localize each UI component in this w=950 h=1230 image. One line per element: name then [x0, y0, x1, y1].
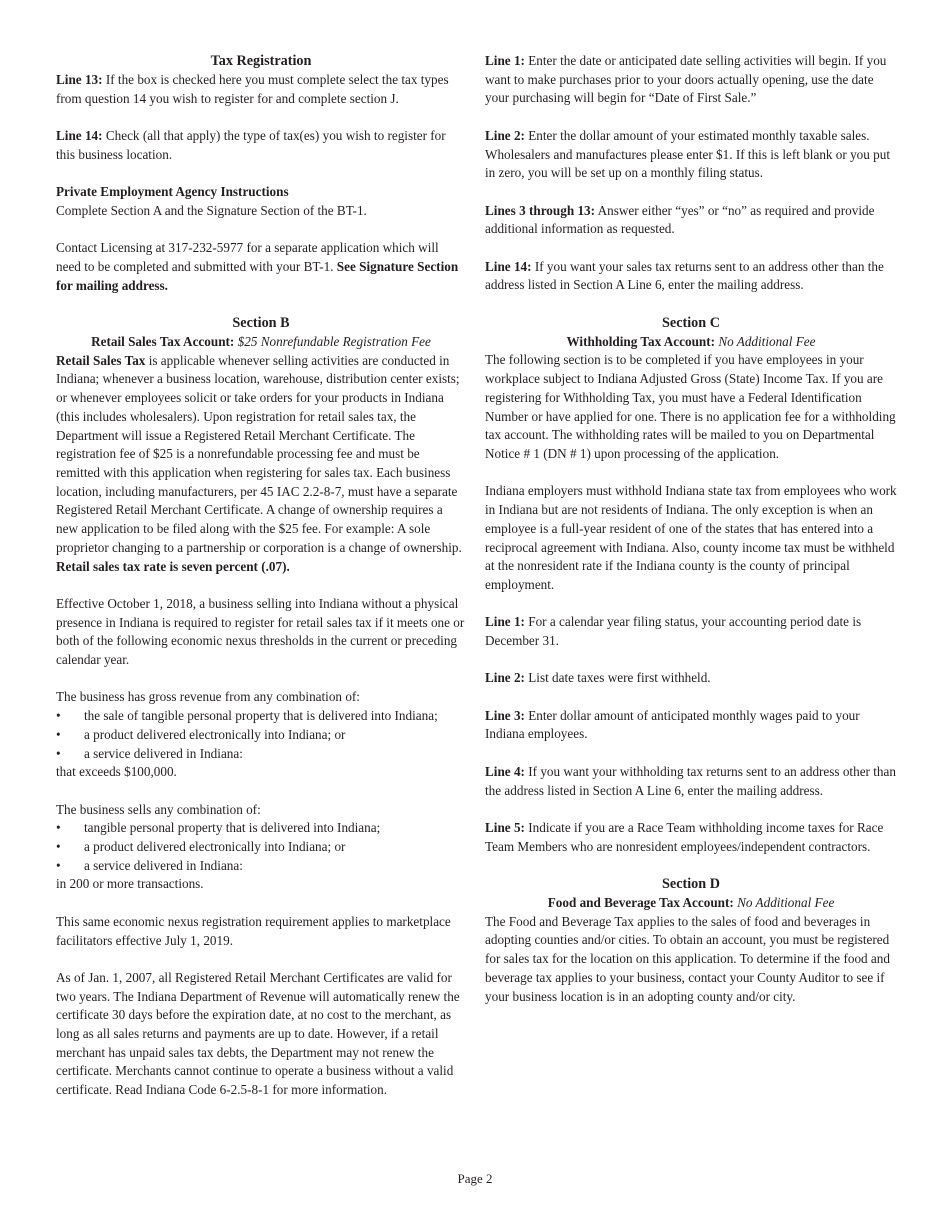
- revenue-list: [56, 707, 466, 763]
- line13-text: If the box is checked here you must complete select the tax types from question 14 you wish to register for and complete section J.: [56, 72, 449, 106]
- sells-outro: in 200 or more transactions.: [56, 876, 204, 892]
- right-column: [485, 52, 897, 1025]
- section-b-rate: Retail sales tax rate is seven percent (.07).: [56, 558, 290, 574]
- list-item: • tangible personal property that is delivered into Indiana;: [56, 819, 466, 838]
- agency-text: Complete Section A and the Signature Section of the BT-1.: [56, 202, 367, 218]
- list-item: • a product delivered electronically into Indiana; or: [56, 726, 466, 745]
- agency-contact: [56, 239, 466, 295]
- left-column: [56, 52, 466, 1119]
- page-number: Page 2: [457, 1171, 493, 1186]
- section-d-heading: Section D: [662, 876, 720, 893]
- section-d-text: The Food and Beverage Tax applies to the sales of food and beverages in adopting counties and/or cities. To obtain an account, you must be registered for sales tax for the location on this application. To determine if the food and beverage tax applies to your business, contact your County Auditor to see if your business location is in an adopting county and/or city.: [485, 913, 890, 1004]
- section-b-account-fee: $25 Nonrefundable Registration Fee: [234, 334, 431, 350]
- list-item: • a service delivered in Indiana:: [56, 857, 466, 876]
- agency-contact-bold: See Signature Section for mailing address.: [56, 258, 459, 293]
- section-b-account-label: Retail Sales Tax Account:: [91, 334, 235, 350]
- section-b-intro-bold: Retail Sales Tax: [56, 352, 146, 368]
- marketplace-paragraph: This same economic nexus registration requirement applies to marketplace facilitators effective July 1, 2019.: [56, 913, 451, 948]
- section-b-intro: [56, 352, 466, 576]
- section-c-intro: The following section is to be completed if you have employees in your workplace subject to Indiana Adjusted Gross (State) Income Tax. If you are registering for Withholding Tax, you must have a Federal Identification Number or have applied for one. There is no application fee for a withholding tax account. The withholding rates will be mailed to you on Departmental Notice # 1 (DN # 1) upon processing of the application.: [485, 352, 896, 461]
- sales-lines-3-13: Lines 3 through 13: Answer either “yes” or “no” as required and provide additional information as requested.: [485, 202, 875, 237]
- section-d-account-label: Food and Beverage Tax Account:: [547, 895, 734, 911]
- line14-text: Check (all that apply) the type of tax(es) you wish to register for this business location.: [56, 128, 446, 162]
- section-c-heading: Section C: [662, 314, 720, 331]
- line13-label: Line 13:: [56, 72, 103, 87]
- sales-line-2: Line 2: Enter the dollar amount of your estimated monthly taxable sales. Wholesalers and manufactures please enter $1. If this is left blank or you put in zero, you will be set up on a monthly filing status.: [485, 127, 891, 181]
- section-c-employers: Indiana employers must withhold Indiana state tax from employees who work in Indiana but are not residents of Indiana. The only exception is when an employee is a full-year resident of one of the states that has entered into a reciprocal agreement with Indiana. Also, county income tax must be withheld at the nonresident rate if the Indiana county is the county of principal employment.: [485, 483, 897, 592]
- line14-paragraph: [56, 127, 466, 164]
- certificate-paragraph: As of Jan. 1, 2007, all Registered Retail Merchant Certificates are valid for two years. The Indiana Department of Revenue will automatically renew the certificate 30 days before the expiration date, at no cost to the merchant, as long as all sales returns and payments are up to date. However, if a retail merchant has unpaid sales tax debts, the Department may not renew the certificate. Merchants cannot continue to operate a business without a valid certificate. Read Indiana Code 6-2.5-8-1 for more information.: [56, 969, 460, 1098]
- withholding-line-5: Line 5: Indicate if you are a Race Team withholding income taxes for Race Team Members who are nonresident employees/independent contractors.: [485, 819, 884, 854]
- section-d-account-fee: No Additional Fee: [733, 895, 835, 911]
- revenue-outro: that exceeds $100,000.: [56, 764, 177, 780]
- list-item: • the sale of tangible personal property that is delivered into Indiana;: [56, 707, 466, 726]
- line13-paragraph: [56, 71, 466, 108]
- list-item: • a service delivered in Indiana:: [56, 745, 466, 764]
- revenue-block: [56, 688, 466, 782]
- sales-line-14: Line 14: If you want your sales tax returns sent to an address other than the address listed in Section A Line 6, enter the mailing address.: [485, 258, 884, 293]
- sells-list: [56, 819, 466, 875]
- sells-intro: The business sells any combination of:: [56, 801, 261, 817]
- sales-line-1: Line 1: Enter the date or anticipated date selling activities will begin. If you want to make purchases prior to your doors actually opening, use the date your purchasing will begin for “Date of First Sale.”: [485, 53, 887, 106]
- section-b-intro-text: is applicable whenever selling activities are conducted in Indiana; whenever a business location, warehouse, distribution center exists; or whenever employees solicit or take orders for your products in Indiana (this includes wholesalers). Upon registration for retail sales tax, the Department will issue a Registered Retail Merchant Certificate. The registration fee of $25 is a nonrefundable processing fee and must be remitted with this application when registering for sales tax. Each business location, including manufacturers, per 45 IAC 2.2-8-7, must have a separate Registered Retail Merchant Certificate. A change of ownership requires a new application to be filed along with the $25 fee. For example: A sole proprietor changing to a partnership or corporation is a change of ownership.: [56, 352, 462, 555]
- section-c-account-label: Withholding Tax Account:: [566, 333, 716, 349]
- sells-block: [56, 801, 466, 895]
- withholding-line-3: Line 3: Enter dollar amount of anticipated monthly wages paid to your Indiana employees.: [485, 707, 860, 742]
- section-c-account: [485, 333, 897, 352]
- revenue-intro: The business has gross revenue from any combination of:: [56, 689, 360, 705]
- line14-label: Line 14:: [56, 128, 103, 144]
- withholding-line-4: Line 4: If you want your withholding tax returns sent to an address other than the address listed in Section A Line 6, enter the mailing address.: [485, 763, 896, 798]
- section-b-account: [56, 333, 466, 352]
- list-item: • a product delivered electronically into Indiana; or: [56, 838, 466, 857]
- withholding-line-1: Line 1: For a calendar year filing status, your accounting period date is December 31.: [485, 614, 862, 648]
- section-d-account: [485, 894, 897, 913]
- tax-registration-heading: Tax Registration: [210, 53, 312, 69]
- agency-contact-text: Contact Licensing at 317-232-5977 for a separate application which will need to be completed and submitted with your BT-1.: [56, 240, 439, 274]
- section-c-account-fee: No Additional Fee: [715, 333, 816, 349]
- withholding-line-2: Line 2: List date taxes were first withheld.: [485, 670, 711, 686]
- section-b-heading: Section B: [232, 315, 290, 332]
- agency-heading: Private Employment Agency Instructions: [56, 184, 289, 200]
- nexus-paragraph: Effective October 1, 2018, a business selling into Indiana without a physical presence in Indiana is required to register for retail sales tax if it meets one or both of the following economic nexus thresholds in the current or preceding calendar year.: [56, 595, 465, 668]
